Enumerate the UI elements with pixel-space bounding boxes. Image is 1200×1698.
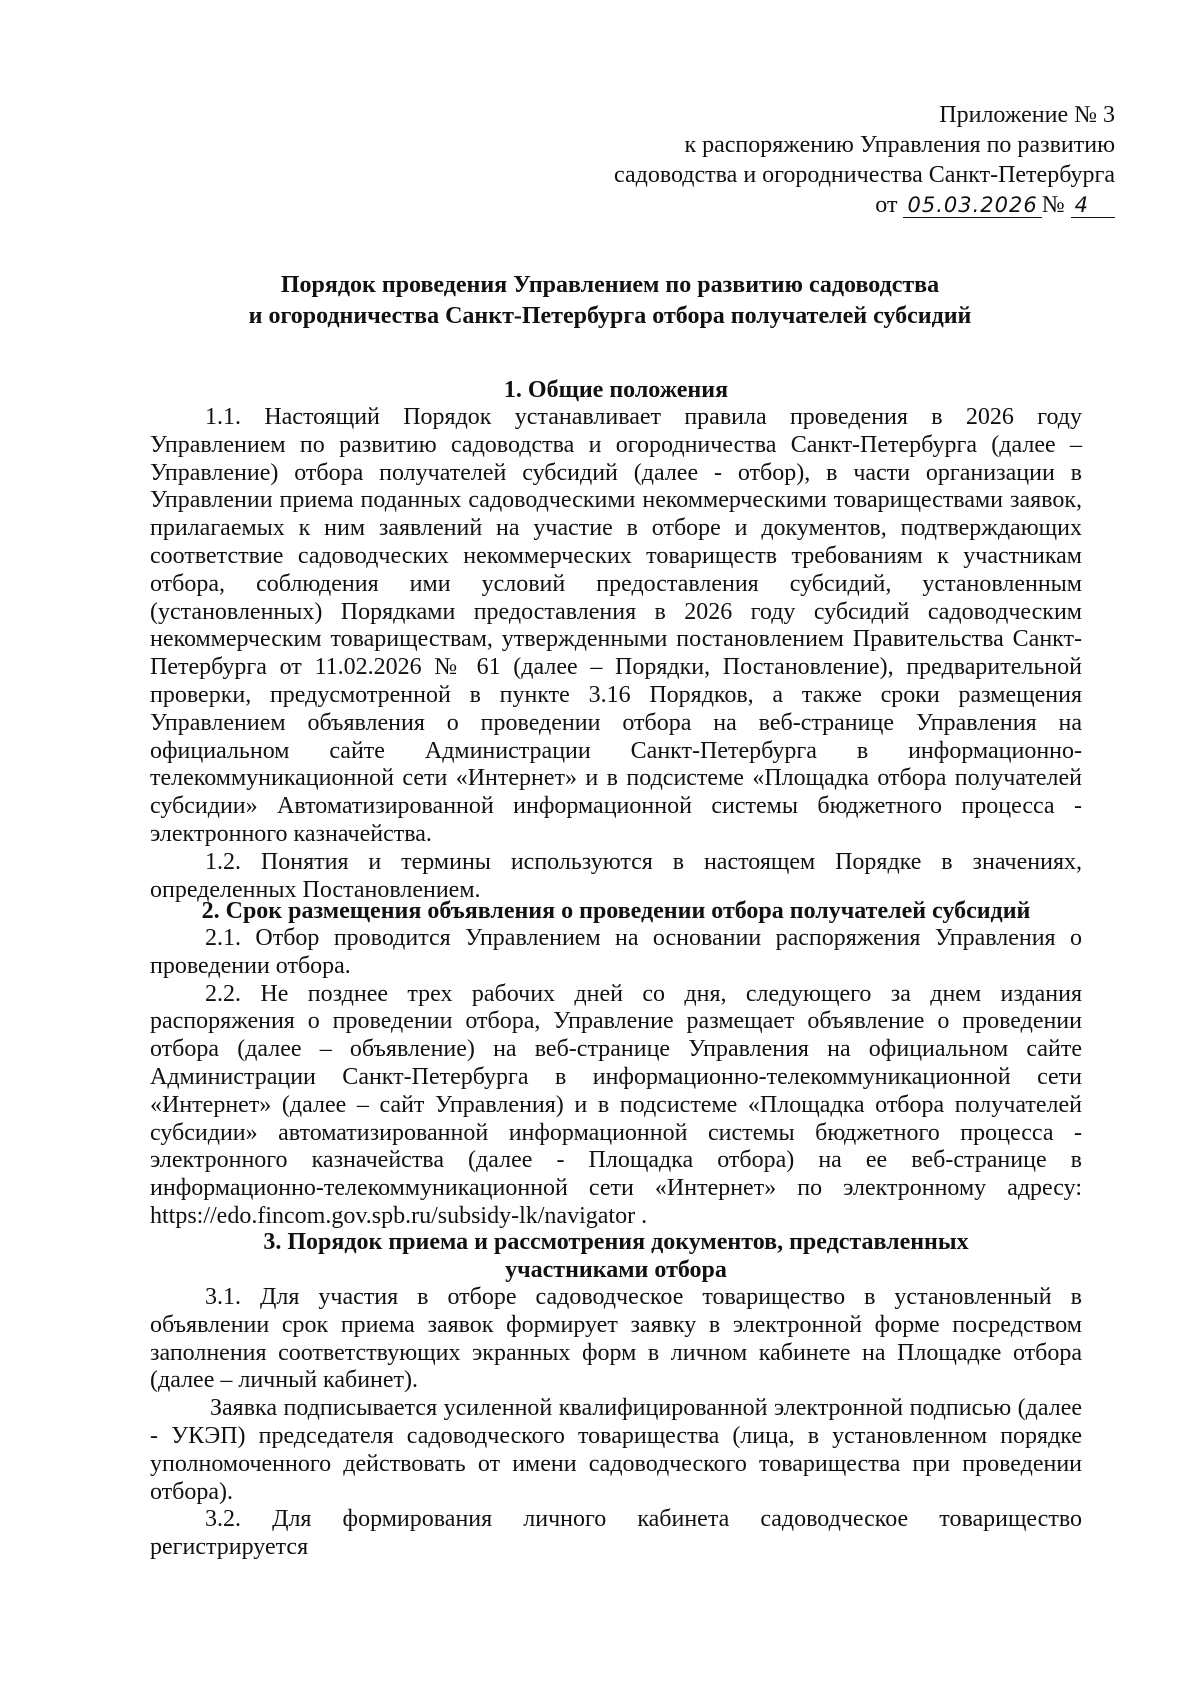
appendix-order-ref: к распоряжению Управления по развитию — [684, 132, 1115, 158]
section-3-heading-line-1: 3. Порядок приема и рассмотрения документов, представленных — [263, 1229, 969, 1255]
paragraph-1-2: 1.2. Понятия и термины используются в настоящем Порядке в значениях, определенных Постановлением. — [150, 848, 1082, 903]
title-line-1: Порядок проведения Управлением по развитию садоводства — [280, 272, 940, 298]
paragraph-3-2: 3.2. Для формирования личного кабинета садоводческое товарищество регистрируется — [150, 1506, 1082, 1561]
handwritten-number: 4 — [1071, 193, 1115, 218]
section-general-provisions — [150, 376, 1082, 904]
paragraph-3-1-signature: Заявка подписывается усиленной квалифицированной электронной подписью (далее - УКЭП) председателя садоводческого товарищества (лица, в установленном порядке уполномоченного действовать от имени садоводческого товарищества при проведении отбора). — [150, 1395, 1082, 1505]
appendix-header — [614, 100, 1115, 220]
appendix-number: Приложение № 3 — [939, 102, 1115, 128]
section-1-heading: 1. Общие положения — [503, 377, 729, 403]
paragraph-3-1: 3.1. Для участия в отборе садоводческое товарищество в установленный в объявлении срок приема заявок формирует заявку в электронной форме посредством заполнения соответствующих экранных форм в личном кабинете на Площадке отбора (далее – личный кабинет). — [150, 1284, 1082, 1394]
document-title — [150, 270, 1070, 332]
appendix-date-line — [614, 190, 1115, 220]
appendix-department: садоводства и огородничества Санкт-Петербурга — [614, 162, 1115, 188]
paragraph-1-1: 1.1. Настоящий Порядок устанавливает правила проведения в 2026 году Управлением по развитию садоводства и огородничества Санкт-Петербурга (далее – Управление) отбора получателей субсидий (далее - отбор), в части организации в Управлении приема поданных садоводческими некоммерческими товариществами заявок, прилагаемых к ним заявлений на участие в отборе и документов, подтверждающих соответствие садоводческих некоммерческих товариществ требованиям к участникам отбора, соблюдения ими условий предоставления субсидий, установленным (установленных) Порядками предоставления в 2026 году субсидий садоводческим некоммерческим товариществам, утвержденными постановлением Правительства Санкт-Петербурга от 11.02.2026 № 61 (далее – Порядки, Постановление), предварительной проверки, предусмотренной в пункте 3.16 Порядков, а также сроки размещения Управлением объявления о проведении отбора на веб-странице Управления на официальном сайте Администрации Санкт-Петербурга в информационно-телекоммуникационной сети «Интернет» и в подсистеме «Площадка отбора получателей субсидии» Автоматизированной информационной системы бюджетного процесса - электронного казначейства. — [150, 404, 1082, 847]
section-2-heading: 2. Срок размещения объявления о проведении отбора получателей субсидий — [201, 898, 1031, 924]
number-prefix: № — [1041, 192, 1065, 218]
date-prefix: от — [875, 192, 898, 218]
title-line-2: и огородничества Санкт-Петербурга отбора получателей субсидий — [248, 303, 972, 329]
section-3-heading-line-2: участниками отбора — [505, 1257, 727, 1283]
section-announcement-period — [150, 897, 1082, 1231]
paragraph-2-2: 2.2. Не позднее трех рабочих дней со дня, следующего за днем издания распоряжения о проведении отбора, Управление размещает объявление о проведении отбора (далее – объявление) на веб-странице Управления на официальном сайте Администрации Санкт-Петербурга в информационно-телекоммуникационной сети «Интернет» (далее – сайт Управления) и в подсистеме «Площадка отбора получателей субсидии» автоматизированной информационной системы бюджетного процесса - электронного казначейства (далее - Площадка отбора) на ее веб-странице в информационно-телекоммуникационной сети «Интернет» по электронному адресу: https://edo.fincom.gov.spb.ru/subsidy-lk/navigator . — [150, 980, 1082, 1229]
handwritten-date: 05.03.2026 — [903, 193, 1041, 218]
paragraph-2-1: 2.1. Отбор проводится Управлением на основании распоряжения Управления о проведении отбора. — [150, 925, 1082, 979]
section-document-review — [150, 1228, 1082, 1562]
